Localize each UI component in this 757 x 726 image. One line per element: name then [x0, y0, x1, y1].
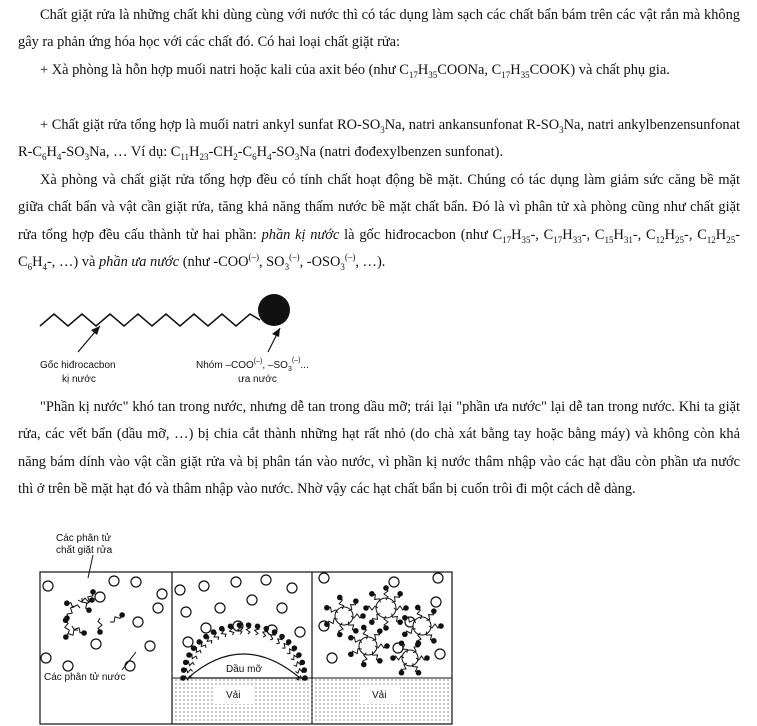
detergent-molecule	[211, 629, 219, 640]
water-molecules-label: Các phân tử nước	[44, 672, 126, 683]
detergent-molecule	[294, 660, 305, 667]
detergent-molecule	[78, 597, 95, 603]
detergent-molecule	[228, 624, 234, 636]
mechanism-paragraph	[18, 394, 740, 503]
water-molecule	[91, 639, 101, 649]
detergent-molecule	[63, 630, 78, 640]
water-molecule	[435, 649, 445, 659]
detergent-text-4: Na, … Ví dụ: C	[89, 144, 181, 161]
water-molecule	[287, 583, 297, 593]
hydrophilic-head	[258, 294, 290, 326]
mechanism-text: "Phần kị nước" khó tan trong nước, nhưng dễ tan trong dầu mỡ; trái lại "phần ưa nước" lại dễ tan trong nước. Khi ta giặt rửa, các vết bẩn (dầu mỡ, …) bị chia cắt thành những hạt rất nhỏ (do chà xát bằng tay hoặc bằng máy) và không còn khả năng bám dính vào vật cần giặt rửa và bị phân tán vào nước, vì phần kị nước thâm nhập vào các hạt dầu còn phần ưa nước thì ở trên bề mặt hạt đó và thâm nhập vào nước. Nhờ vậy các hạt chất bẩn bị cuốn trôi đi một cách dễ dàng.	[18, 399, 740, 497]
surfactant-text-3: …) và	[59, 253, 99, 270]
surfactant-molecule-figure	[38, 290, 368, 390]
water-molecule	[277, 603, 287, 613]
water-molecule	[109, 576, 119, 586]
arrow-hydrocarbon-head	[91, 326, 100, 335]
detergent-molecule	[287, 645, 297, 653]
water-molecule	[153, 603, 163, 613]
head-group-label-2: ưa nước	[238, 374, 277, 385]
detergent-molecule	[191, 645, 201, 653]
label-leader	[88, 555, 93, 578]
intro-paragraph	[18, 2, 740, 57]
detergent-molecule	[196, 639, 205, 648]
detergent-molecule	[110, 612, 125, 622]
hydrocarbon-label: Gốc hiđrocacbon	[40, 360, 116, 371]
surfactant-text-2: là gốc hiđrocacbon (như C	[339, 226, 503, 243]
detergent-molecule	[291, 652, 302, 660]
hydrophobic-term: phần kị nước	[261, 226, 340, 243]
head-group-label: Nhóm –COO(–), $-SO_3^{(-)}$...	[196, 357, 309, 373]
surfactant-paragraph: Xà phòng và chất giặt rửa tổng hợp đều có tính chất hoạt động bề mặt. Chúng có tác dụng làm giảm sức căng bề mặt giữa chất bẩn và vật cần giặt rửa, tăng khả năng thấm nước bề mặt chất bẩn. Đó là vì phân tử xà phòng cũng như chất giặt rửa tổng hợp đều cấu thành từ hai phần: phần kị nước là gốc hiđrocacbon (như $C_{17}H_{35}-$, $C_{17}H_{33}-$, $C_{15}H_{31}-$, $C_{12}H_{25}-$, $C_{12}H_{25}-C_6H_4-$, …) và phần ưa nước (như -COO(–), $SO_3^{(-)}$, $-OSO_3^{(-)}$, …).	[18, 172, 740, 272]
water-molecule	[201, 623, 211, 633]
water-molecule	[247, 595, 257, 605]
detergent-text-3: Na, natri ankylbenzensunfonat R-C	[18, 117, 740, 161]
water-molecule	[319, 573, 329, 583]
detergent-molecule	[181, 667, 193, 673]
washing-mechanism-figure	[38, 530, 458, 726]
soap-text-end: và chất phụ gia.	[575, 62, 670, 78]
water-molecule	[183, 637, 193, 647]
surfactant-text-4: (như -COO	[179, 253, 249, 270]
soap-paragraph: + Xà phòng là hỗn hợp muối natri hoặc kali của axit béo (như $C_{17}H_{35}COONa$, $C_{17}H_{35}COOK$) và chất phụ gia.	[40, 62, 670, 80]
soap-text: + Xà phòng là hỗn hợp muối natri hoặc kali của axit béo (như C	[40, 62, 409, 78]
detergent-molecules-label: Các phân tử	[56, 533, 112, 544]
intro-text: Chất giặt rửa là những chất khi dùng cùng với nước thì có tác dụng làm sạch các chất bẩn bám trên các vật rắn mà không gây ra phản ứng hóa học với các chất đó. Có hai loại chất giặt rửa:	[18, 7, 740, 51]
water-molecule	[433, 573, 443, 583]
detergent-molecule	[203, 634, 212, 644]
hydrocarbon-label-2: kị nước	[62, 374, 96, 385]
detergent-molecule	[255, 624, 261, 636]
water-molecule	[145, 641, 155, 651]
water-molecule	[215, 603, 225, 613]
water-molecule	[431, 597, 441, 607]
water-molecule	[181, 607, 191, 617]
hydrocarbon-chain	[40, 314, 260, 326]
detergent-molecule	[64, 600, 80, 608]
detergent-paragraph: + Chất giặt rửa tổng hợp là muối natri ankyl sunfat $RO-SO_3Na$, natri ankansunfonat $R-SO_3Na$, natri ankylbenzensunfonat $R-C_6H_4-SO_3Na$, … Ví dụ: $C_{11}H_{23}-CH_2-C_6H_4-SO_3Na$ (natri đođexylbenzen sunfonat).	[18, 117, 740, 163]
detergent-text-5: (natri đođexylbenzen sunfonat).	[316, 144, 504, 161]
water-molecule	[389, 577, 399, 587]
detergent-molecule	[97, 618, 103, 635]
detergent-molecule	[186, 652, 197, 659]
water-molecule	[199, 581, 209, 591]
detergent-molecule	[276, 634, 284, 644]
grease-particle	[402, 650, 418, 666]
hydrophilic-term: phần ưa nước	[98, 253, 180, 270]
water-molecule	[295, 627, 305, 637]
detergent-molecule	[282, 639, 291, 648]
water-molecule	[43, 581, 53, 591]
water-molecule	[175, 585, 185, 595]
detergent-molecule	[295, 667, 307, 673]
arrow-head-group-head	[272, 328, 280, 337]
water-molecule	[41, 653, 51, 663]
fabric-label-2: Vải	[372, 690, 387, 701]
water-molecule	[63, 661, 73, 671]
water-molecule	[261, 575, 271, 585]
detergent-text-2: Na, natri ankansunfonat R-SO	[384, 117, 560, 133]
detergent-molecule	[183, 660, 194, 666]
grease-particle	[376, 598, 396, 618]
detergent-text: + Chất giặt rửa tổng hợp là muối natri ankyl sunfat RO-SO	[40, 117, 381, 133]
fabric-label-1: Vải	[226, 690, 241, 701]
water-molecule	[131, 577, 141, 587]
detergent-molecule	[219, 626, 226, 637]
water-molecule	[231, 577, 241, 587]
water-molecule	[133, 617, 143, 627]
detergent-molecule	[246, 622, 252, 634]
surfactant-text: Xà phòng và chất giặt rửa tổng hợp đều có tính chất hoạt động bề mặt. Chúng có tác dụng làm giảm sức căng bề mặt giữa chất bẩn và vật cần giặt rửa, tăng khả năng thấm nước bề mặt chất bẩn. Đó là vì phân tử xà phòng cũng như chất giặt rửa tổng hợp đều cấu thành từ hai phần:	[18, 172, 740, 243]
detergent-molecules-label-2: chất giặt rửa	[56, 545, 113, 556]
water-molecule	[95, 592, 105, 602]
grease-label: Dầu mỡ	[226, 664, 263, 675]
water-molecule	[327, 653, 337, 663]
water-molecule	[125, 661, 135, 671]
water-molecule	[157, 589, 167, 599]
